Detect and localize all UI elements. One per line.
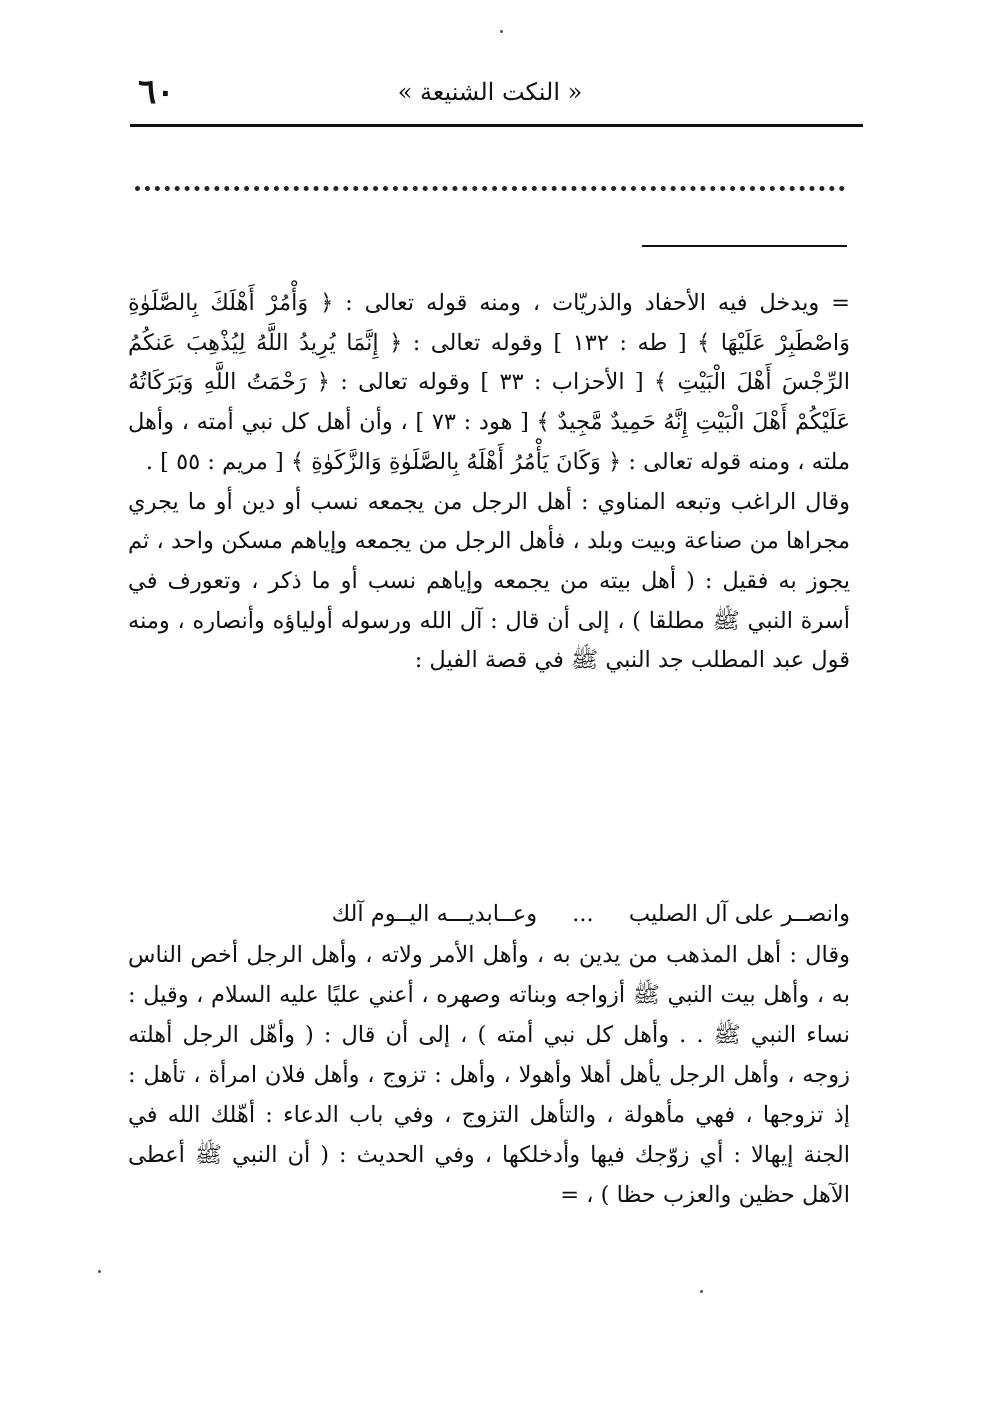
verse-first-hemistich: وانصــر على آل الصليب [628, 901, 850, 927]
poem-verse [200, 894, 850, 934]
footnote-paragraph: وقال الراغب وتبعه المناوي : أهل الرجل من يجمعه نسب أو دين أو ما يجري مجراها من صناعة وبيت وبلد ، فأهل الرجل من يجمعه وإياهم مسكن واحد ، ثم يجوز به فقيل : ( أهل بيته من يجمعه وإياهم نسب أو ما ذكر ، وتعورف في أسرة النبي ﷺ مطلقا ) ، إلى أن قال : آل الله ورسوله أولياؤه وأنصاره ، ومنه قول عبد المطلب جد النبي ﷺ في قصة الفيل : [128, 488, 850, 674]
dotted-separator [135, 186, 845, 191]
page-number: ٦٠ [138, 72, 175, 112]
footnote-text [128, 284, 850, 681]
running-title: « النكت الشنيعة » [397, 78, 583, 106]
scan-speck [98, 1270, 101, 1273]
verse-separator: ... [572, 901, 594, 927]
scan-speck [700, 1290, 703, 1293]
verse-second-hemistich: وعــابديـــه اليــوم آلك [331, 901, 538, 927]
footnote-text-continued [128, 935, 850, 1215]
footnote-paragraph: وقال : أهل المذهب من يدين به ، وأهل الأمر ولاته ، وأهل الرجل أخص الناس به ، وأهل بيت النبي ﷺ أزواجه وبناته وصهره ، أعني عليًا عليه السلام ، وقيل : نساء النبي ﷺ . . وأهل كل نبي أمته ) ، إلى أن قال : ( وأهّل الرجل أهلته زوجه ، وأهل الرجل يأهل أهلا وأهولا ، وأهل : تزوج ، وأهل فلان امرأة ، تأهل : إذ تزوجها ، فهي مأهولة ، والتأهل التزوج ، وفي باب الدعاء : أهّلك الله في الجنة إيهالا : أي زوّجك فيها وأدخلكها ، وفي الحديث : ( أن النبي ﷺ أعطى الآهل حظين والعزب حظا ) ، = [128, 942, 850, 1208]
footnote-rule [642, 245, 847, 247]
footnote-paragraph: = ويدخل فيه الأحفاد والذريّات ، ومنه قوله تعالى : ﴿ وَأْمُرْ أَهْلَكَ بِالصَّلَوٰةِ وَاصْطَبِرْ عَلَيْهَا ﴾ [ طه : ١٣٢ ] وقوله تعالى : ﴿ إِنَّمَا يُرِيدُ اللَّهُ لِيُذْهِبَ عَنكُمُ الرِّجْسَ أَهْلَ الْبَيْتِ ﴾ [ الأحزاب : ٣٣ ] وقوله تعالى : ﴿ رَحْمَتُ اللَّهِ وَبَرَكَاتُهُ عَلَيْكُمْ أَهْلَ الْبَيْتِ إِنَّهُ حَمِيدٌ مَّجِيدٌ ﴾ [ هود : ٧٣ ] ، وأن أهل كل نبي أمته ، وأهل ملته ، ومنه قوله تعالى : ﴿ وَكَانَ يَأْمُرُ أَهْلَهُ بِالصَّلَوٰةِ وَالزَّكَوٰةِ ﴾ [ مريم : ٥٥ ] . [128, 290, 851, 475]
scan-speck [500, 30, 503, 33]
header-rule [130, 124, 863, 127]
